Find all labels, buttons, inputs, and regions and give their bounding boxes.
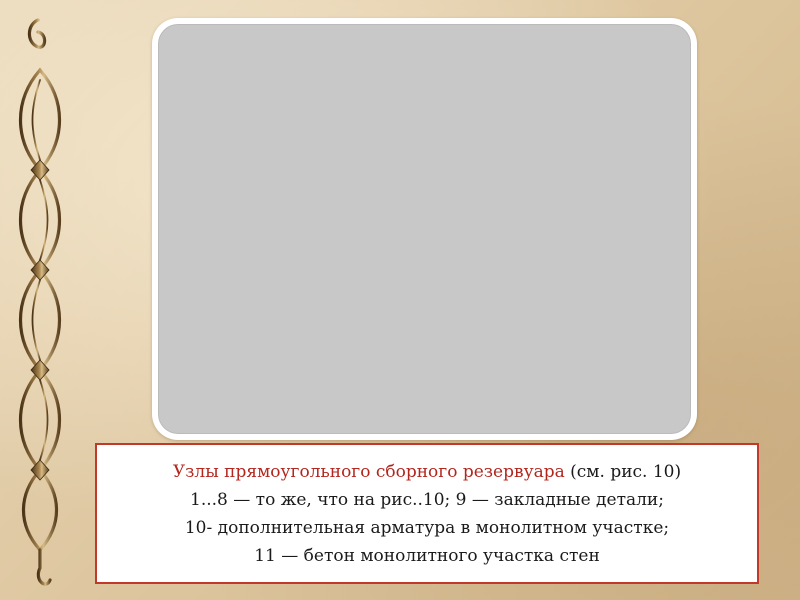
celtic-knot-ornament-icon xyxy=(0,0,80,600)
caption-line-4: 11 — бетон монолитного участка стен xyxy=(254,545,600,566)
caption-line-2: 1...8 — то же, что на рис..10; 9 — закладные детали; xyxy=(190,489,664,510)
caption-title-ref: (см. рис. 10) xyxy=(564,461,682,482)
caption-title: Узлы прямоугольного сборного резервуара xyxy=(172,461,565,482)
drawing-card xyxy=(152,18,697,440)
caption-line-3: 10- дополнительная арматура в монолитном участке; xyxy=(184,517,670,538)
caption-title-line xyxy=(173,458,681,486)
caption-box xyxy=(95,443,759,584)
technical-drawing-image xyxy=(158,24,691,434)
